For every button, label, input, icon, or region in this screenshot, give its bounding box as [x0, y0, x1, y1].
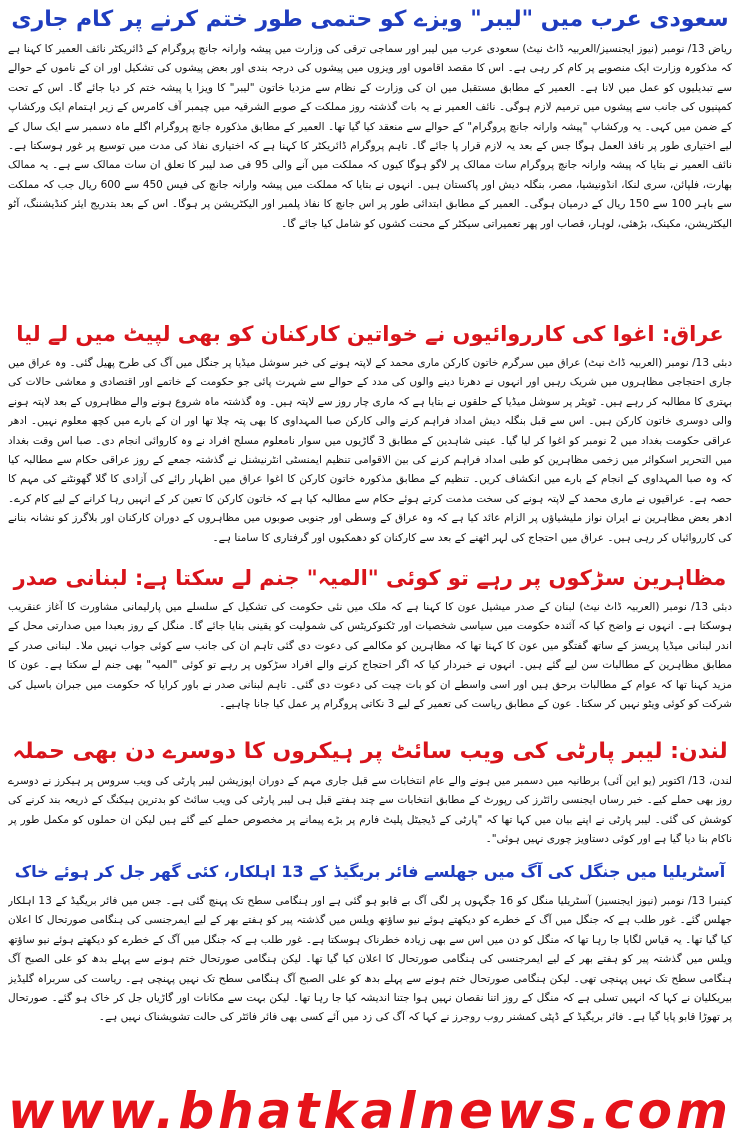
article-body: کینبرا 13/ نومبر (نیوز ایجنسیز) آسٹریلیا منگل کو 16 جگہوں پر لگی آگ بے قابو ہو گئی ہے اور ہنگامی سطح تک پہنچ گئی ہے۔ جس میں فائر بریگیڈ کے 13 اہلکار جھلس گئے۔ غور طلب ہے کہ جنگل میں آگ کے خطرے کو دیکھتے ہوئے نیو ساؤتھ ویلس میں گذشتہ پیر کو ہفتے بھر کے لیے ایمرجنسی کی ہنگامی صورتحال کا اعلان کیا گیا تھا۔ یہ قیاس لگایا جا رہا تھا کہ منگل کو دن میں اس سے بھی زیادہ خطرناک ہوسکتا ہے۔ غور طلب ہے کہ جنگل میں آگ کے خطرے کو دیکھتے ہوئے نیو ساؤتھ ویلس میں گذشتہ پیر کو ہفتے بھر کے لیے ایمرجنسی کی ہنگامی صورتحال کا اعلان کیا گیا تھا۔ لیکن ہنگامی صورتحال ختم ہونے سے پہلے بدھ کو علی الصبح آگ ہنگامی سطح تک نہیں پہنچی تھی۔ لیکن ہنگامی صورتحال ختم ہونے سے پہلے بدھ کو علی الصبح آگ ہنگامی سطح تک نہیں پہنچی ہے۔ ریاست کی سربراہ گلیڈیز بیریکلیان نے کہا کہ انہیں تسلی ہے کہ منگل کے روز اتنا نقصان نہیں ہوا جتنا اندیشہ کیا جا رہا تھا۔ لیکن بہت سے مکانات اور گاڑیاں جل کر خاک ہو گئے۔ صورتحال پر تھوڑا قابو پایا گیا ہے۔ فائر بریگیڈ کے ڈپٹی کمشنر روب روجرز نے کہا کہ آگ کی زد میں آئے کسی بھی فائر فائٹر کی حالت تشویشناک نہیں ہے۔	[8, 895, 732, 1024]
article-lebanon-president	[8, 558, 732, 734]
headline: مظاہرین سڑکوں پر رہے تو کوئی "المیہ" جنم لے سکتا ہے: لبنانی صدر	[13, 566, 727, 590]
headline: آسٹریلیا میں جنگل کی آگ میں جھلسے فائر بریگیڈ کے 13 اہلکار، کئی گھر جل کر ہوئے خاک	[14, 862, 726, 881]
headline: سعودی عرب میں "لیبر" ویزے کو حتمی طور ختم کرنے پر کام جاری	[11, 7, 729, 32]
article-london-labour-hack	[8, 732, 732, 852]
headline: لندن: لیبر پارٹی کی ویب سائٹ پر ہیکروں کا دوسرے دن بھی حملہ	[12, 739, 728, 764]
article-body: دبئی 13/ نومبر (العربیہ ڈاٹ نیٹ) عراق میں سرگرم خاتون کارکن ماری محمد کے لاپتہ ہونے کی خبر سوشل میڈیا پر جنگل میں آگ کی طرح پھیل گئی۔ وہ عراق میں جاری احتجاجی مظاہروں میں شریک رہیں اور انہوں نے دھرنا دینے والوں کی مدد کے حوالے سے شہرت پائی جو حکومت کے خاتمے اور اقتصادی و معاشی حالات کی بہتری کا مطالبہ کر رہے ہیں۔ ٹویٹر پر سوشل میڈیا کے حلقوں نے بتایا ہے کہ ماری چار روز سے لاپتہ ہیں۔ وہ گذشتہ ماہ شروع ہونے والے مظاہروں کے بعد لاپتہ ہونے والی دوسری خاتون کارکن ہیں۔ اس سے قبل بنگلہ دیش امداد فراہم کرنے والی کارکن صبا المہداوی کا بھی پتہ چلا تھا اور ان کے بارے میں کچھ معلوم نہیں۔ ادھر عراقی حکومت بغداد میں 2 نومبر کو اغوا کر لیا گیا۔ عینی شاہدین کے مطابق 3 گاڑیوں میں سوار نامعلوم مسلح افراد نے وہ کاروائی انجام دی۔ صبا اس وقت بغداد میں التحریر اسکوائر میں زخمی مظاہرین کو طبی امداد فراہم کرنے کی بین الاقوامی تنظیم ایمنسٹی انٹرنیشنل نے گذشتہ جمعے کے روز عراقی حکام سے مطالبہ کیا کہ وہ صبا المہداوی کے انجام کے بارے میں انکشاف کریں۔ تنظیم کے مطابق مذکورہ خاتون کارکن کا اغوا عراق میں اظہار رائے کی آزادی کا گلا گھونٹنے کی مہم کا حصہ ہے۔ عراقیوں نے ماری محمد کے لاپتہ ہونے کی سخت مذمت کرتے ہوئے حکام سے مطالبہ کیا ہے کہ خاتون کارکن کا تعین کر کے انہیں رہا کرانے کے لیے کام کرے۔ ادھر بعض مظاہرین نے ایران نواز ملیشیاؤں پر الزام عائد کیا ہے کہ وہ عراق کے وسطی اور جنوبی صوبوں میں مظاہروں کے دوران کارکنان اور بلاگرز کو نشانہ بنانے کی کارروائیاں کر رہی ہیں۔ عراق میں احتجاج کی لہر اٹھنے کے بعد سے کارکنان کو دھمکیوں اور گرفتاری کا سامنا ہے۔	[8, 357, 732, 544]
article-body: ریاض 13/ نومبر (نیوز ایجنسیز/العربیہ ڈاٹ نیٹ) سعودی عرب میں لیبر اور سماجی ترقی کی وزارت میں پیشہ وارانہ جانچ پروگرام کے ڈائریکٹر نائف العمیر کا کہنا ہے کہ مذکورہ وزارت ایک منصوبے پر کام کر رہی ہے۔ اس کا مقصد اقاموں اور ویزوں میں پیشوں کی درجہ بندی اور بعض پیشوں کی تشکیل اور ان کے ناموں کے حوالے سے تبدیلیوں کو عمل میں لانا ہے۔ العمیر کے مطابق مستقبل میں ان کی وزارت کے نظام سے مزدیا خاتون "لیبر" کا ویزا یا پیشہ ختم کر دیا جائے گا۔ اس کے تحت کمپنیوں کی جانب سے پیشوں میں ترمیم لازم ہوگی۔ نائف العمیر نے یہ بات گذشتہ روز مملکت کے صوبے الشرقیہ میں چیمبر آف کامرس کے زیر اہتمام ایک ورکشاپ کے ضمن میں کہی۔ یہ ورکشاپ "پیشہ وارانہ جانچ پروگرام" کے حوالے سے منعقد کیا گیا تھا۔ العمیر کے مطابق مذکورہ جانچ پروگرام اگلے ماہ دسمبر سے ایک سال کے لیے اختیاری طور پر نافذ العمل ہوگا جس کے بعد یہ لازم قرار پا جائے گا۔ تاہم پروگرام ڈائریکٹر کا کہنا ہے کہ اختیاری نفاذ کی مدت میں توسیع پر غور ہوسکتا ہے۔ نائف العمیر نے بتایا کہ پیشہ وارانہ جانچ پروگرام سات ممالک پر لاگو ہوگا کیوں کہ مملکت میں آنے والی 95 فی صد لیبر کا تعلق ان سات ممالک سے ہے۔ یہ ممالک بھارت، فلپائن، سری لنکا، انڈونیشیا، مصر، بنگلہ دیش اور پاکستان ہیں۔ انہوں نے بتایا کہ مملکت میں پیشہ وارانہ جانچ کی فیس 450 سے 600 ریال جب کہ مملکت سے باہر 100 سے 150 ریال کے درمیان ہوگی۔ العمیر کے مطابق ابتدائی طور پر اس جانچ کا نفاذ پلمبر اور الیکٹریشن پر ہوگا۔ اس کے بعد بتدریج ایئر کنڈیشننگ، آٹو الیکٹریشن، مکینک، بڑھئی، لوہار، قصاب اور پھر تعمیراتی سیکٹر کے محنت کشوں کو شامل کیا جائے گا۔	[8, 43, 732, 230]
article-body: دبئی 13/ نومبر (العربیہ ڈاٹ نیٹ) لبنان کے صدر میشیل عون کا کہنا ہے کہ ملک میں نئی حکومت کی تشکیل کے سلسلے میں پارلیمانی مشاورت کا آغاز عنقریب ہوسکتا ہے۔ انہوں نے واضح کیا کہ آئندہ حکومت میں سیاسی شخصیات اور ٹکنوکریٹس کی شمولیت کو یقینی بنایا جائے گا۔ منگل کے روز بعبدا میں صدارتی محل کے اندر لبنانی میڈیا پریسز کے ساتھ گفتگو میں عون کا کہنا تھا کہ مظاہرین کو مکالمے کی دعوت دی گئی تاہم ان کی جانب سے کوئی جواب نہیں ملا۔ لبنانی صدر کے مطابق مظاہرین کے مطالبات سن لیے گئے ہیں۔ انہوں نے خبردار کیا کہ اگر احتجاج کرنے والے افراد سڑکوں پر رہے تو کوئی "المیہ" بھی جنم لے سکتا ہے۔ عون کا مزید کہنا تھا کہ عوام کے مطالبات برحق ہیں اور اسی واسطے ان کو بات چیت کی دعوت دی گئی۔ تاہم لبنانی صدر نے باور کرایا کہ حکومت میں جبران باسیل کی شرکت کو کوئی ویٹو نہیں کر سکتا۔ عون کے مطابق ریاست کی تعمیر کے لیے 3 نکاتی پروگرام پر عمل کیا جانا چاہیے۔	[8, 601, 732, 711]
headline: عراق: اغوا کی کارروائیوں نے خواتین کارکنان کو بھی لپیٹ میں لے لیا	[16, 322, 724, 346]
site-watermark	[0, 1082, 740, 1143]
article-saudi-labor-visa	[8, 0, 732, 311]
article-iraq-abductions	[8, 314, 732, 586]
article-australia-bushfire	[8, 852, 732, 1082]
site-url: www.bhatkalnews.com	[7, 1082, 733, 1140]
article-body: لندن، 13/ اکتوبر (یو این آئی) برطانیہ میں دسمبر میں ہونے والے عام انتخابات سے قبل جاری مہم کے دوران اپوزیشن لیبر پارٹی کی ویب سروس پر ہیکرز نے دوسرے روز بھی حملے کیے۔ خبر رساں ایجنسی رائٹرز کی رپورٹ کے مطابق انتخابات سے چند ہفتے قبل ہی لیبر پارٹی کی ویب سائٹ کو بدترین ہیکنگ کے ذریعہ بند کرنے کی کوشش کی گئی۔ لیبر پارٹی نے اپنے بیان میں کہا تھا کہ "پارٹی کے ڈیجیٹل پلیٹ فارم پر بڑے پیمانے پر مخصوص حملے کیے گئے ہیں لیکن ان حملوں کو مکمل طور پر ناکام بنا دیا گیا ہے اور کوئی دستاویز چوری نہیں ہوئی"۔	[8, 775, 732, 846]
